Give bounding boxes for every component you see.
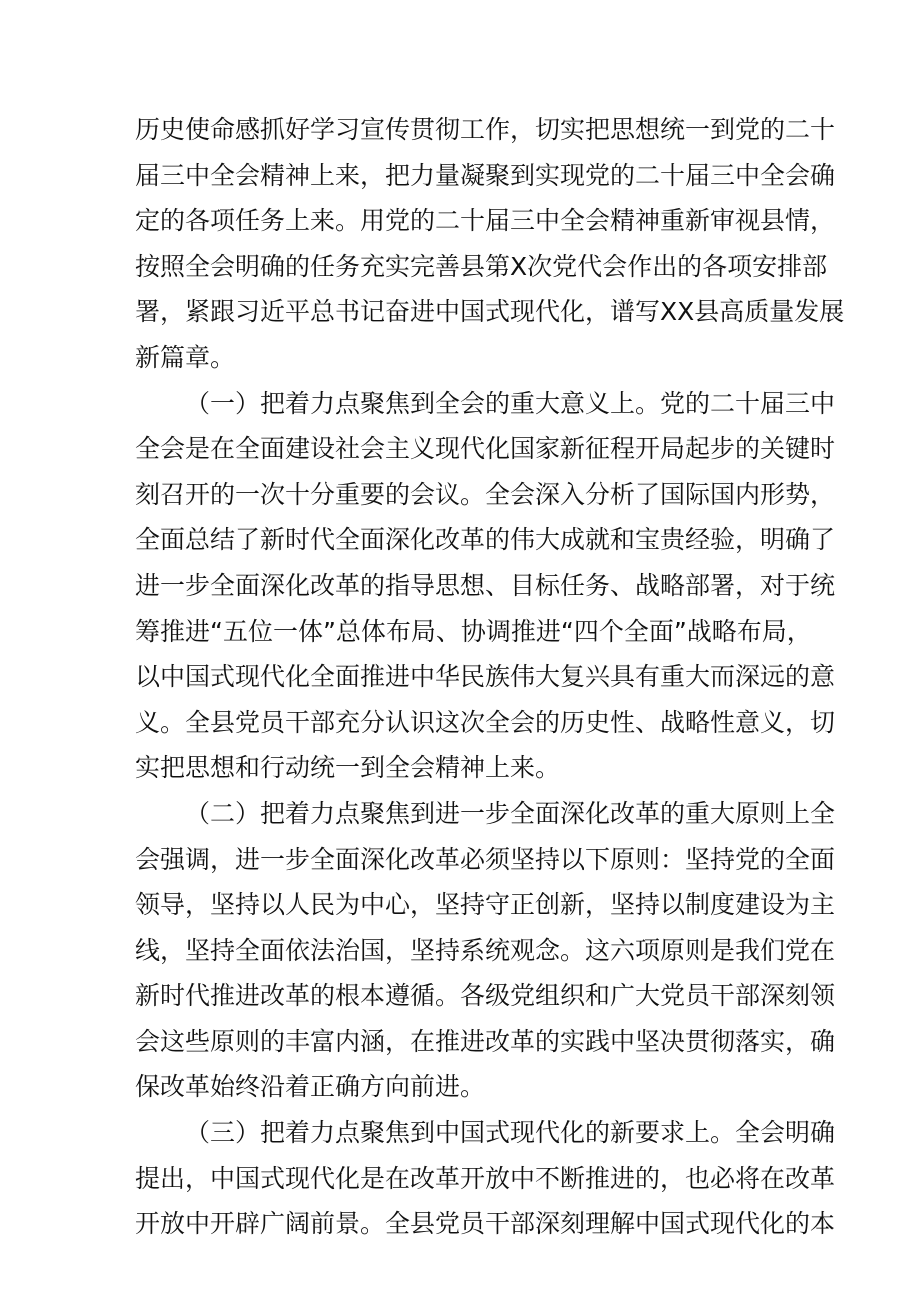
text-line: 按照全会明确的任务充实完善县第X次党代会作出的各项安排部 [135,251,828,281]
text-line: 历史使命感抓好学习宣传贯彻工作，切实把思想统一到党的二十 [135,115,836,144]
text-line: 新时代推进改革的根本遵循。各级党组织和广大党员干部深刻领 [135,981,836,1011]
text-line: 定的各项任务上来。用党的二十届三中全会精神重新审视县情， [135,206,836,236]
text-line: 实把思想和行动统一到全会精神上来。 [135,753,561,783]
paragraph-heading-line: （一）把着力点聚焦到全会的重大意义上。党的二十届三中 [185,388,836,418]
paragraph-heading-line: （三）把着力点聚焦到中国式现代化的新要求上。全会明确 [185,1118,836,1148]
text-line: 全会是在全面建设社会主义现代化国家新征程开局起步的关键时 [135,434,836,464]
text-line: 以中国式现代化全面推进中华民族伟大复兴具有重大而深远的意 [135,662,836,692]
text-line: 刻召开的一次十分重要的会议。全会深入分析了国际国内形势， [135,479,836,509]
text-line: 届三中全会精神上来，把力量凝聚到实现党的二十届三中全会确 [135,160,836,190]
paragraph-heading-line: （二）把着力点聚焦到进一步全面深化改革的重大原则上全 [185,798,836,828]
text-line: 领导，坚持以人民为中心，坚持守正创新，坚持以制度建设为主 [135,890,836,920]
text-line: 线，坚持全面依法治国，坚持系统观念。这六项原则是我们党在 [135,935,836,965]
text-line: 开放中开辟广阔前景。全县党员干部深刻理解中国式现代化的本 [135,1209,836,1239]
text-line: 会强调，进一步全面深化改革必须坚持以下原则：坚持党的全面 [135,844,836,874]
text-line: 保改革始终沿着正确方向前进。 [135,1072,486,1102]
text-line: 义。全县党员干部充分认识这次全会的历史性、战略性意义，切 [135,707,836,737]
text-line: 署，紧跟习近平总书记奋进中国式现代化，谱写XX县高质量发展 [135,297,845,327]
text-line: 新篇章。 [135,342,236,372]
text-line: 提出，中国式现代化是在改革开放中不断推进的，也必将在改革 [135,1163,836,1193]
text-line: 全面总结了新时代全面深化改革的伟大成就和宝贵经验，明确了 [135,525,836,555]
body-text [135,107,845,1247]
text-line: 筹推进“五位一体”总体布局、协调推进“四个全面”战略布局， [135,616,812,646]
text-line: 会这些原则的丰富内涵，在推进改革的实践中坚决贯彻落实，确 [135,1026,836,1056]
text-line: 进一步全面深化改革的指导思想、目标任务、战略部署，对于统 [135,570,836,600]
